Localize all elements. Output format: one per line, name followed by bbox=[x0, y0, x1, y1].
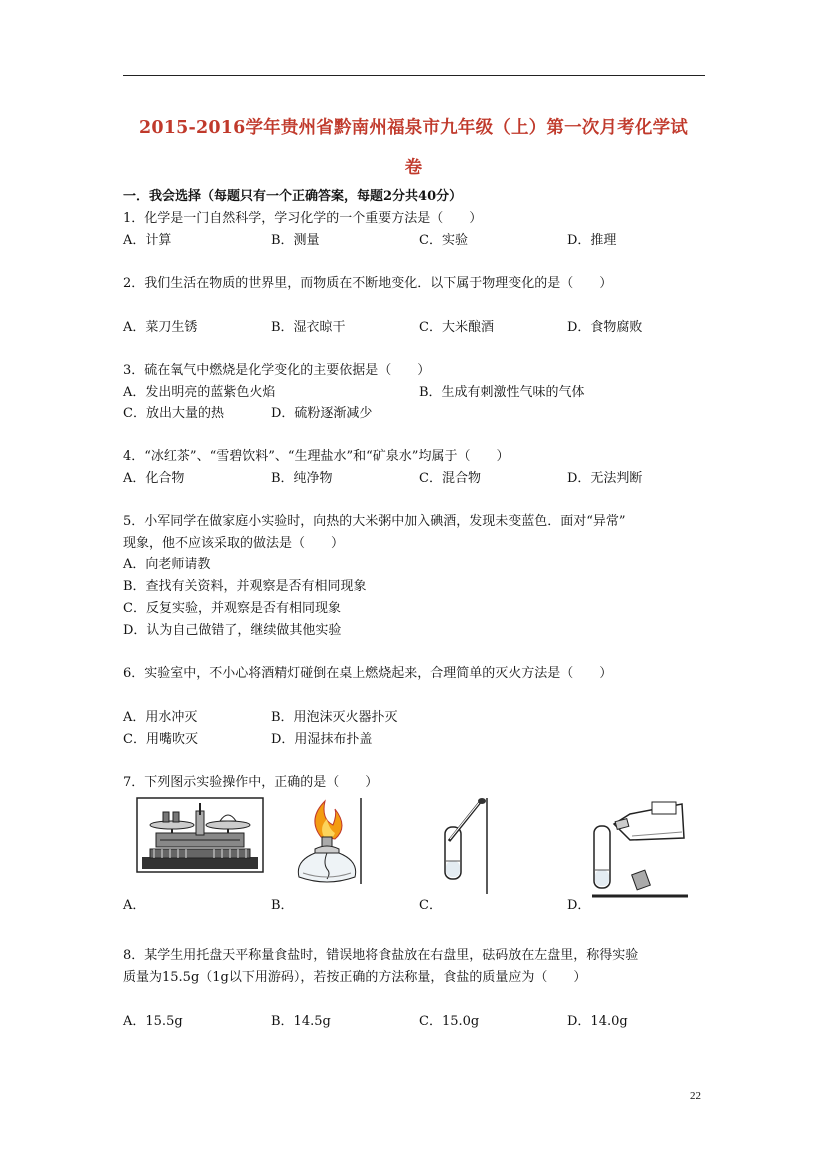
question-8-stem-line2: 质量为15.5g（1g以下用游码），若按正确的方法称量，食盐的质量应为（ ） bbox=[123, 970, 587, 985]
question-5-stem-line1: 5．小军同学在做家庭小实验时，向热的大米粥中加入碘酒，发现未变蓝色．面对“异常” bbox=[123, 514, 626, 529]
q8-option-b: B．14.5g bbox=[271, 1014, 331, 1029]
q7-option-d: D． bbox=[567, 898, 591, 913]
header-rule bbox=[123, 75, 705, 76]
q2-option-c: C．大米酿酒 bbox=[419, 320, 494, 335]
pouring-bottle-illustration bbox=[590, 796, 688, 900]
q4-option-a: A．化合物 bbox=[123, 471, 185, 486]
q6-option-a: A．用水冲灭 bbox=[123, 710, 198, 725]
q7-option-c: C． bbox=[419, 898, 442, 913]
alcohol-lamp-illustration bbox=[291, 797, 363, 885]
q7-option-a: A． bbox=[123, 898, 146, 913]
q5-option-d: D．认为自己做错了，继续做其他实验 bbox=[123, 623, 342, 638]
page-number: 22 bbox=[690, 1090, 701, 1102]
q6-option-c: C．用嘴吹灭 bbox=[123, 732, 198, 747]
q1-option-c: C．实验 bbox=[419, 233, 468, 248]
q2-option-b: B．湿衣晾干 bbox=[271, 320, 346, 335]
q4-option-d: D．无法判断 bbox=[567, 471, 643, 486]
q7-option-b: B． bbox=[271, 898, 294, 913]
q4-option-c: C．混合物 bbox=[419, 471, 481, 486]
question-1-stem: 1．化学是一门自然科学，学习化学的一个重要方法是（ ） bbox=[123, 211, 483, 226]
balance-scale-illustration bbox=[136, 797, 264, 873]
q2-option-a: A．菜刀生锈 bbox=[123, 320, 198, 335]
question-2-stem: 2．我们生活在物质的世界里，而物质在不断地变化．以下属于物理变化的是（ ） bbox=[123, 276, 613, 291]
q3-option-c: C．放出大量的热 bbox=[123, 406, 224, 421]
exam-title-line1: 2015-2016学年贵州省黔南州福泉市九年级（上）第一次月考化学试 bbox=[139, 118, 688, 138]
question-7-stem: 7．下列图示实验操作中，正确的是（ ） bbox=[123, 775, 379, 790]
question-5-stem-line2: 现象，他不应该采取的做法是（ ） bbox=[123, 536, 345, 551]
q3-option-d: D．硫粉逐渐减少 bbox=[271, 406, 373, 421]
q8-option-c: C．15.0g bbox=[419, 1014, 480, 1029]
q5-option-c: C．反复实验，并观察是否有相同现象 bbox=[123, 601, 341, 616]
q3-option-b: B．生成有刺激性气味的气体 bbox=[419, 385, 585, 400]
q1-option-a: A．计算 bbox=[123, 233, 172, 248]
q6-option-b: B．用泡沫灭火器扑灭 bbox=[271, 710, 398, 725]
q5-option-a: A．向老师请教 bbox=[123, 557, 211, 572]
q4-option-b: B．纯净物 bbox=[271, 471, 333, 486]
section-heading: 一．我会选择（每题只有一个正确答案，每题2分共40分） bbox=[123, 189, 463, 204]
q1-option-b: B．测量 bbox=[271, 233, 320, 248]
q6-option-d: D．用湿抹布扑盖 bbox=[271, 732, 373, 747]
q8-option-d: D．14.0g bbox=[567, 1014, 628, 1029]
q1-option-d: D．推理 bbox=[567, 233, 617, 248]
q3-option-a: A．发出明亮的蓝紫色火焰 bbox=[123, 385, 276, 400]
question-6-stem: 6．实验室中，不小心将酒精灯碰倒在桌上燃烧起来，合理简单的灭火方法是（ ） bbox=[123, 666, 613, 681]
question-3-stem: 3．硫在氧气中燃烧是化学变化的主要依据是（ ） bbox=[123, 363, 431, 378]
q8-option-a: A．15.5g bbox=[123, 1014, 183, 1029]
dropper-test-tube-illustration bbox=[441, 797, 491, 895]
q5-option-b: B．查找有关资料，并观察是否有相同现象 bbox=[123, 579, 367, 594]
exam-title-line2: 卷 bbox=[404, 158, 423, 178]
question-8-stem-line1: 8．某学生用托盘天平称量食盐时，错误地将食盐放在右盘里，砝码放在左盘里，称得实验 bbox=[123, 948, 639, 963]
q2-option-d: D．食物腐败 bbox=[567, 320, 643, 335]
question-4-stem: 4．“冰红茶”、“雪碧饮料”、“生理盐水”和“矿泉水”均属于（ ） bbox=[123, 449, 510, 464]
